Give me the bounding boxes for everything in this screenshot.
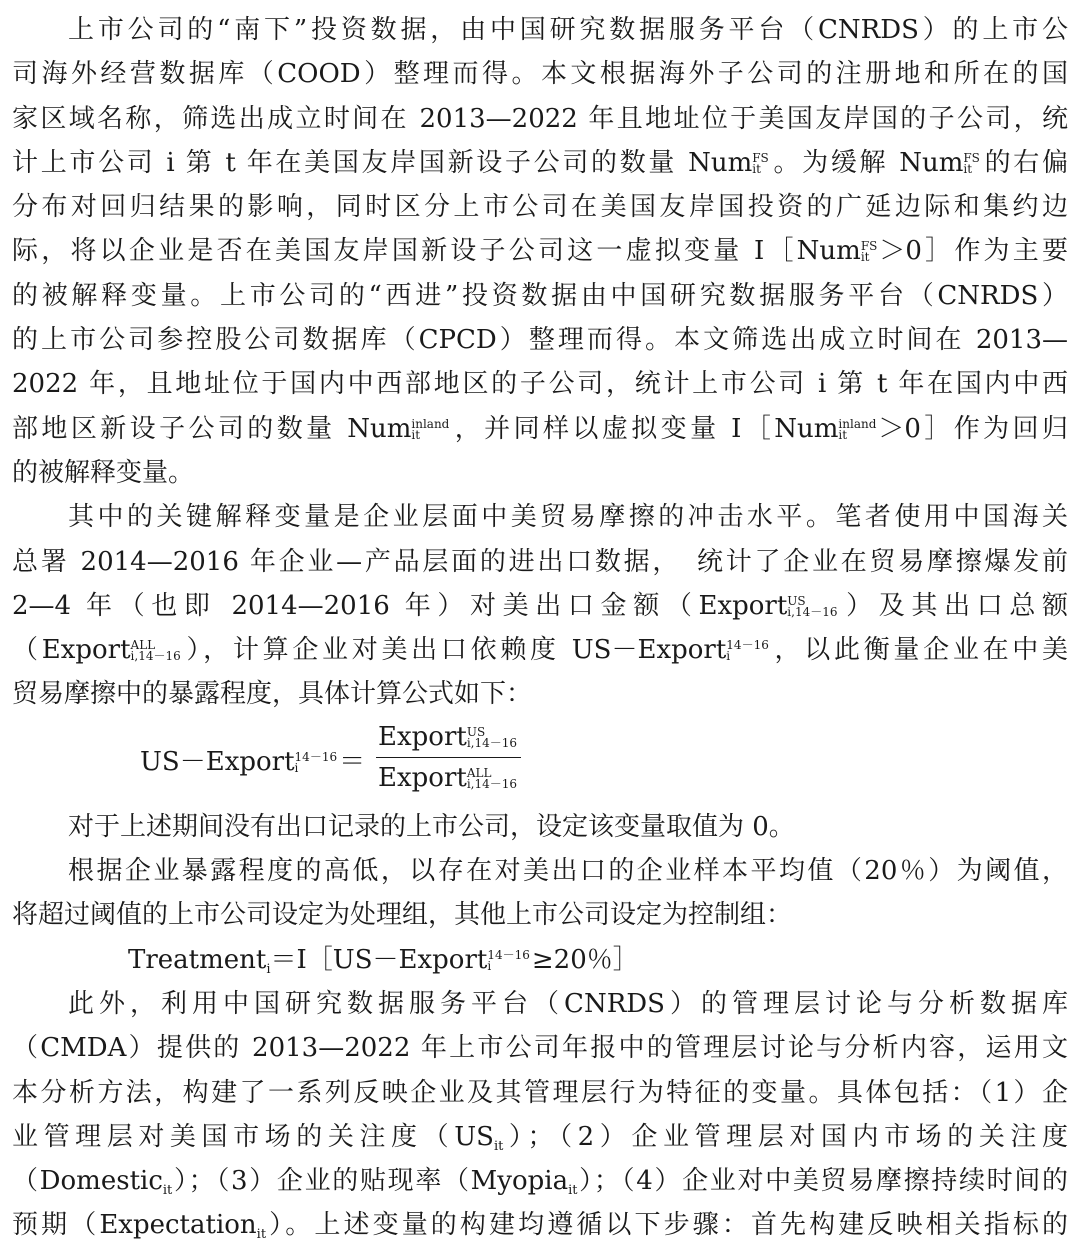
text-line: 分布对回归结果的影响，同时区分上市公司在美国友岸国投资的广延边际和集约边 bbox=[12, 192, 1068, 223]
text-line: （Domestic$_{it}$）；（3）企业的贴现率（Myopia$_{it}$）；（4）企业对中美贸易摩擦持续时间的 bbox=[12, 1166, 1068, 1199]
text-line: 司海外经营数据库（COOD）整理而得。本文根据海外子公司的注册地和所在的国 bbox=[12, 59, 1068, 90]
text-line: 的上市公司参控股公司数据库（CPCD）整理而得。本文筛选出成立时间在 2013— bbox=[12, 325, 1068, 356]
formula-numerator: Export US i,14－16 bbox=[376, 717, 521, 758]
sup-sub-script: inland it bbox=[838, 416, 877, 442]
sup-sub-script: inland it bbox=[411, 416, 450, 442]
formula-denominator: Export ALL i,14－16 bbox=[378, 762, 518, 793]
text-line: 本分析方法，构建了一系列反映企业及其管理层行为特征的变量。具体包括：（1）企 bbox=[12, 1077, 1068, 1108]
text-line: 对于上述期间没有出口记录的上市公司，设定该变量取值为 0。 bbox=[68, 811, 795, 842]
sup-sub-script: US i,14－16 bbox=[466, 724, 518, 750]
text-line: 上市公司的“南下”投资数据，由中国研究数据服务平台（CNRDS）的上市公 bbox=[68, 15, 1068, 45]
sup-sub-script: FS it bbox=[860, 239, 878, 265]
subscript: it bbox=[256, 1227, 267, 1243]
text-line: （CMDA）提供的 2013—2022 年上市公司年报中的管理层讨论与分析内容，运用文 bbox=[12, 1033, 1068, 1064]
text-line: 其中的关键解释变量是企业层面中美贸易摩擦的冲击水平。笔者使用中国海关 bbox=[68, 502, 1068, 533]
text-line: 的被解释变量。 bbox=[12, 457, 195, 488]
text-line: 总署 2014—2016 年企业—产品层面的进出口数据， 统计了企业在贸易摩擦爆发前 bbox=[12, 546, 1068, 577]
text-line: 此外，利用中国研究数据服务平台（CNRDS）的管理层讨论与分析数据库 bbox=[68, 988, 1068, 1019]
subscript: it bbox=[162, 1183, 173, 1199]
subscript: it bbox=[568, 1183, 578, 1199]
text-line: 的被解释变量。上市公司的“西进”投资数据由中国研究数据服务平台（CNRDS） bbox=[12, 280, 1068, 311]
text-line: 预期（Expectation$_{it}$）。上述变量的构建均遵循以下步骤：首先构建反映相关指标的 bbox=[12, 1210, 1068, 1243]
text-line: 业管理层对美国市场的关注度$(US_{it})$；（2）企业管理层对国内市场的关注度 bbox=[12, 1121, 1068, 1154]
formula-lhs: US－Export 14－16 i ＝ bbox=[140, 746, 366, 777]
text-line: 2022 年，且地址位于国内中西部地区的子公司，统计上市公司 i 第 t 年在国内中西 bbox=[12, 369, 1068, 400]
sup-sub-script: 14－16 i bbox=[726, 638, 769, 664]
text-line: 贸易摩擦中的暴露程度，具体计算公式如下： bbox=[12, 679, 533, 710]
sup-sub-script: US i,14－16 bbox=[787, 593, 838, 619]
sup-sub-script: 14－16 i bbox=[294, 749, 338, 775]
text-line: 2—4 年（也即 2014—2016 年）对美出口金额（Export US i,14－16 ）及其出口总额 bbox=[12, 590, 1068, 621]
text-line: 将超过阈值的上市公司设定为处理组，其他上市公司设定为控制组： bbox=[12, 900, 793, 931]
sup-sub-script: ALL i,14－16 bbox=[466, 765, 518, 791]
subscript: i bbox=[266, 961, 271, 977]
sup-sub-script: ALL i,14－16 bbox=[130, 638, 181, 664]
text-line: 计上市公司 i 第 t 年在美国友岸国新设子公司的数量 Num FS it 。为缓解 Num FS it 的右偏 bbox=[12, 147, 1068, 178]
formula-fraction bbox=[376, 717, 521, 798]
text-line: （Export ALL i,14－16 ），计算企业对美出口依赖度 US－Export 14－16 i ，以此衡量企业在中美 bbox=[12, 635, 1068, 666]
formula-us-export bbox=[12, 717, 1068, 805]
text-line: 部地区新设子公司的数量 Num inland it ，并同样以虚拟变量 I［Num inland it ＞0］作为回归 bbox=[12, 413, 1068, 444]
sup-sub-script: FS it bbox=[752, 150, 769, 176]
subscript: it bbox=[493, 1138, 504, 1154]
formula-treatment: Treatment$_i$＝I［US－Export 14－16 i ≥20％］ bbox=[128, 944, 639, 977]
text-line: 根据企业暴露程度的高低，以存在对美出口的企业样本平均值（20％）为阈值， bbox=[68, 856, 1068, 887]
text-line: 际，将以企业是否在美国友岸国新设子公司这一虚拟变量 I［Num FS it ＞0］作为主要 bbox=[12, 236, 1068, 267]
text-line: 家区域名称，筛选出成立时间在 2013—2022 年且地址位于美国友岸国的子公司，统 bbox=[12, 103, 1068, 134]
sup-sub-script: 14－16 i bbox=[487, 947, 530, 973]
sup-sub-script: FS it bbox=[963, 150, 980, 176]
